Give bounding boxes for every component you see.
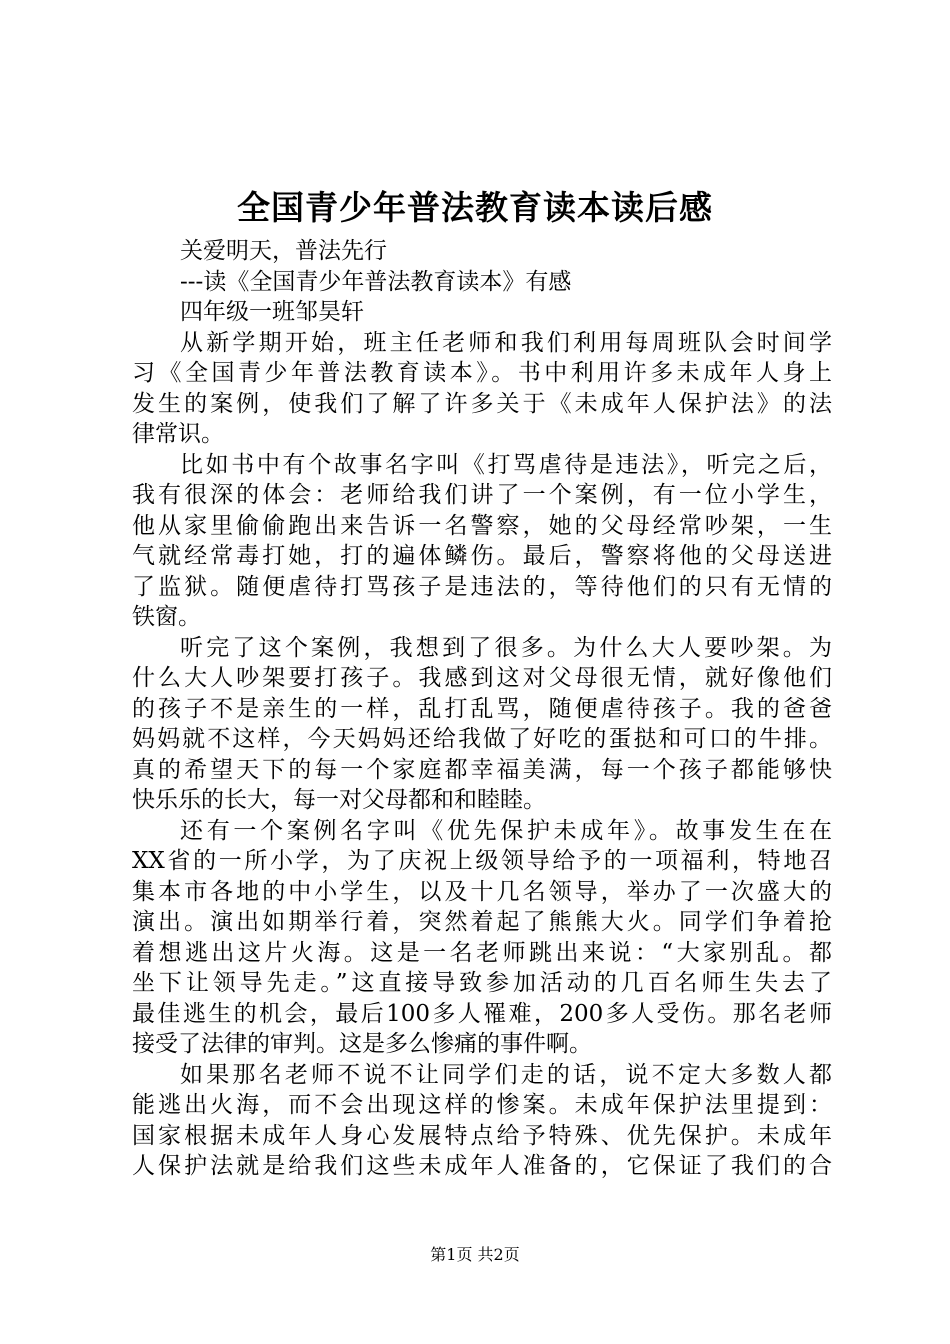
document-title: 全国青少年普法教育读本读后感 [237,188,713,227]
body-line: 真的希望天下的每一个家庭都幸福美满，每一个孩子都能够快 [132,756,832,783]
body-line: XX省的一所小学，为了庆祝上级领导给予的一项福利，特地召 [132,848,832,874]
body-line: 什么大人吵架要打孩子。我感到这对父母很无情，就好像他们 [132,665,832,691]
body-line: 人保护法就是给我们这些未成年人准备的，它保证了我们的合 [132,1153,832,1179]
page-footer: 第1页 共2页 [430,1245,520,1264]
body-line: 四年级一班邹昊轩 [180,299,364,325]
body-line: 关爱明天，普法先行 [180,238,387,264]
body-line: 发生的案例，使我们了解了许多关于《未成年人保护法》的法 [132,390,832,417]
body-line: 他从家里偷偷跑出来告诉一名警察，她的父母经常吵架，一生 [132,512,832,539]
body-line: 坐下让领导先走。”这直接导致参加活动的几百名师生失去了 [132,970,832,996]
body-line: 最佳逃生的机会，最后100多人罹难，200多人受伤。那名老师 [132,1000,832,1027]
body-line: 我有很深的体会：老师给我们讲了一个案例，有一位小学生， [132,482,832,508]
body-line: 着想逃出这片火海。这是一名老师跳出来说：“大家别乱。都 [132,939,832,966]
body-line: 还有一个案例名字叫《优先保护未成年》。故事发生在在 [180,817,832,844]
body-line: 习《全国青少年普法教育读本》。书中利用许多未成年人身上 [132,360,832,386]
body-line: 铁窗。 [132,604,201,630]
body-line: 国家根据未成年人身心发展特点给予特殊、优先保护。未成年 [132,1122,832,1149]
body-line: 听完了这个案例，我想到了很多。为什么大人要吵架。为 [180,634,832,661]
document-body [132,236,832,1182]
body-line: 能逃出火海，而不会出现这样的惨案。未成年保护法里提到： [132,1092,832,1118]
body-line: 快乐乐的长大，每一对父母都和和睦睦。 [132,787,546,813]
body-line: 如果那名老师不说不让同学们走的话，说不定大多数人都 [180,1061,832,1088]
body-line: 比如书中有个故事名字叫《打骂虐待是违法》，听完之后， [180,451,832,478]
body-line: 妈妈就不这样，今天妈妈还给我做了好吃的蛋挞和可口的牛排。 [132,726,832,752]
body-line: 气就经常毒打她，打的遍体鳞伤。最后，警察将他的父母送进 [132,543,832,569]
body-line: 接受了法律的审判。这是多么惨痛的事件啊。 [132,1031,592,1057]
body-line: 集本市各地的中小学生，以及十几名领导，举办了一次盛大的 [132,878,832,905]
body-line: 从新学期开始，班主任老师和我们利用每周班队会时间学 [180,329,832,356]
body-line: 律常识。 [132,421,224,447]
body-line: 的孩子不是亲生的一样，乱打乱骂，随便虐待孩子。我的爸爸 [132,695,832,722]
body-line: 了监狱。随便虐待打骂孩子是违法的，等待他们的只有无情的 [132,573,832,600]
body-line: 演出。演出如期举行着，突然着起了熊熊大火。同学们争着抢 [132,909,832,935]
body-line: ---读《全国青少年普法教育读本》有感 [180,268,572,295]
